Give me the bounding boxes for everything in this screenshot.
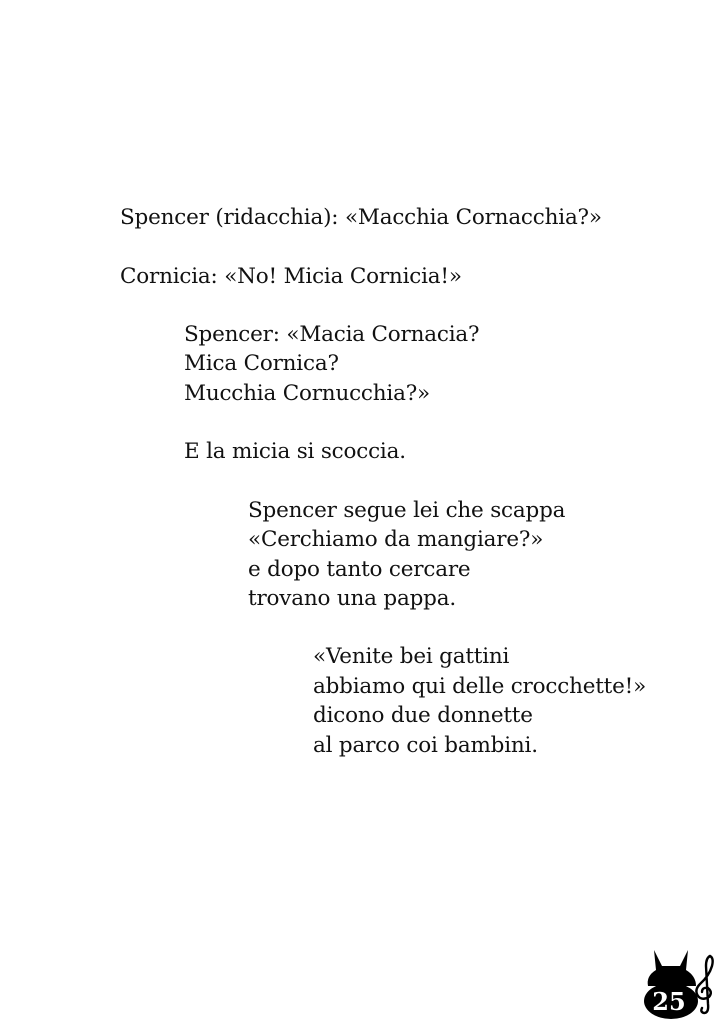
text-line: «Cerchiamo da mangiare?»: [248, 527, 544, 552]
text-line: Mucchia Cornucchia?»: [184, 381, 430, 406]
text-line: Spencer segue lei che scappa: [248, 498, 566, 523]
text-line: trovano una pappa.: [248, 586, 456, 611]
text-line: Cornicia: «No! Micia Cornicia!»: [120, 264, 462, 289]
text-line: al parco coi bambini.: [313, 733, 538, 758]
text-line: «Venite bei gattini: [313, 644, 510, 669]
treble-clef-icon: [696, 956, 712, 1013]
text-line: Spencer: «Macia Cornacia?: [184, 322, 480, 347]
page-number: 25: [652, 987, 686, 1016]
text-line: Spencer (ridacchia): «Macchia Cornacchia?»: [120, 205, 602, 230]
text-line: Mica Cornica?: [184, 351, 339, 376]
text-line: dicono due donnette: [313, 703, 533, 728]
text-line: e dopo tanto cercare: [248, 557, 471, 582]
text-line: E la micia si scoccia.: [184, 439, 406, 464]
text-line: abbiamo qui delle crocchette!»: [313, 674, 647, 699]
page-number-badge: [640, 946, 722, 1020]
